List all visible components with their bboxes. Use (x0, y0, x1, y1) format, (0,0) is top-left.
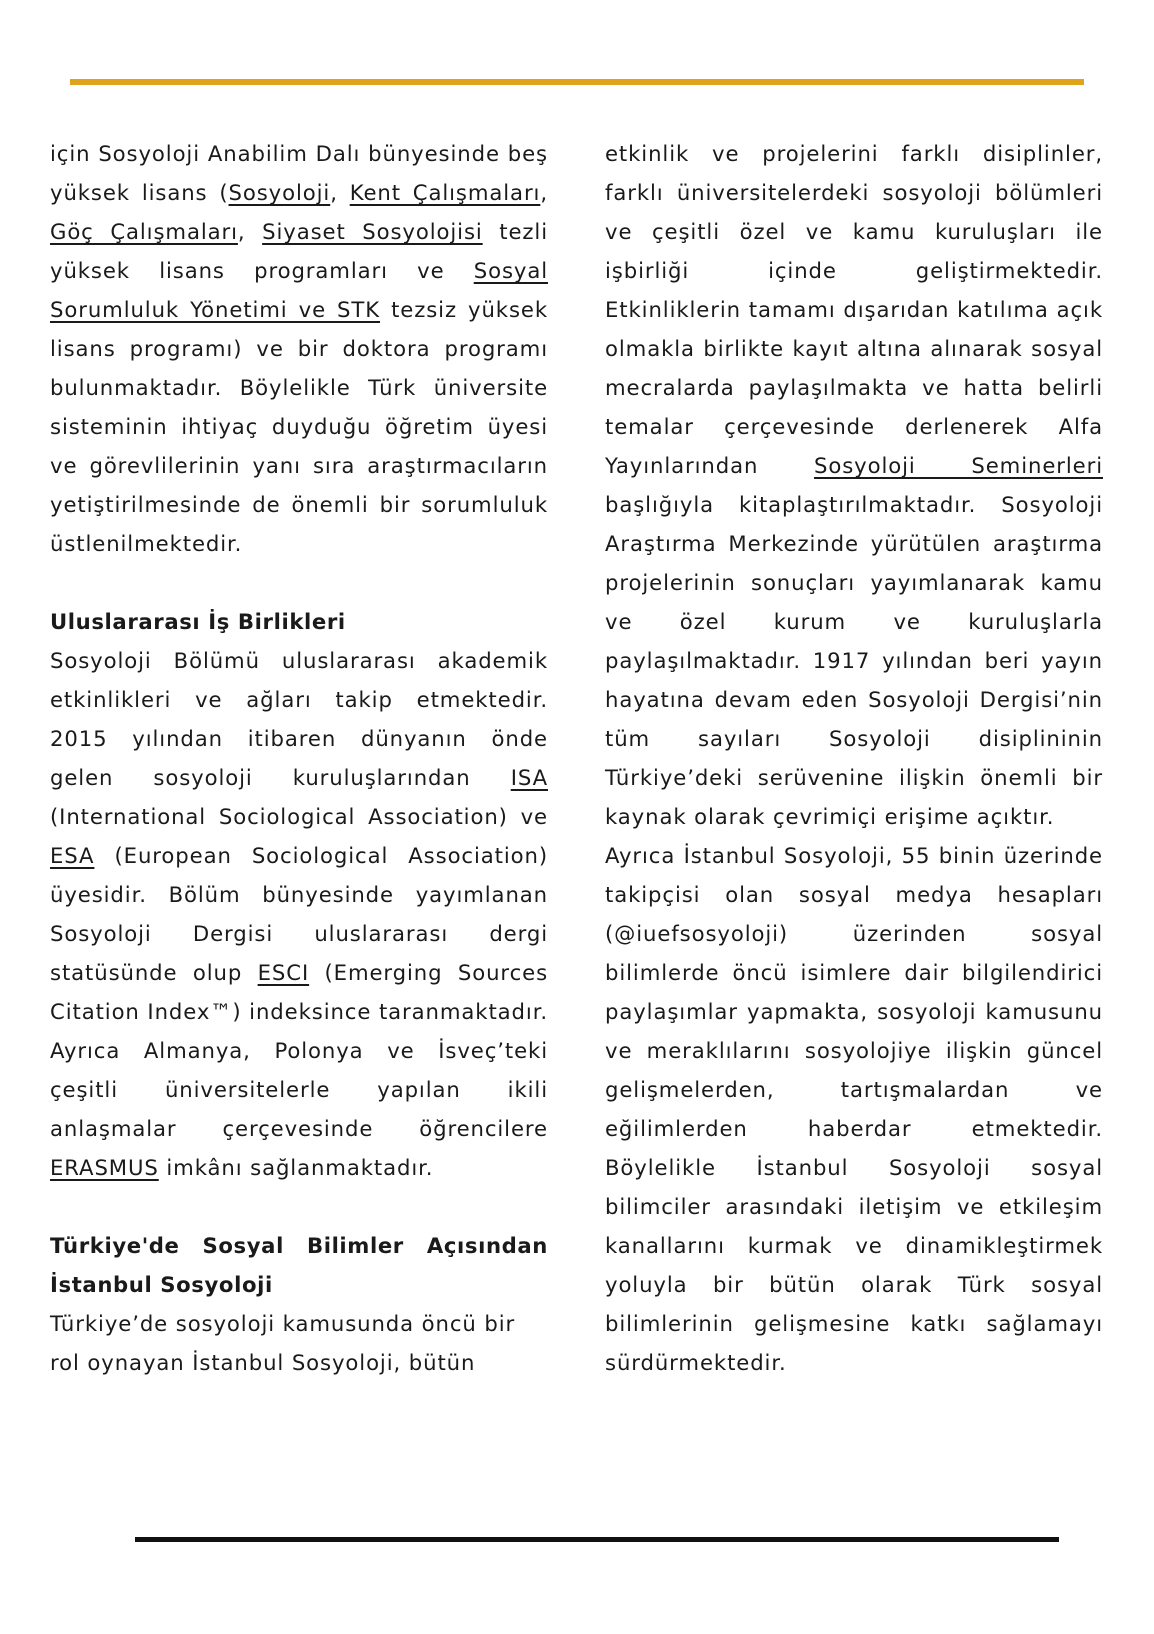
top-accent-rule (70, 79, 1084, 85)
social-media-paragraph: Ayrıca İstanbul Sosyoloji, 55 binin üzerinde takipçisi olan sosyal medya hesapları (@iuefsosyoloji) üzerinden sosyal bilimlerde öncü isimlere dair bilgilendirici paylaşımlar yapmakta, sosyoloji kamusunu ve meraklılarını sosyolojiye ilişkin güncel gelişmelerden, tartışmalardan ve eğilimlerden haberdar etmektedir. Böylelikle İstanbul Sosyoloji sosyal bilimciler arasındaki iletişim ve etkileşim kanallarını kurmak ve dinamikleştirmek yoluyla bir bütün olarak Türk sosyal bilimlerinin gelişmesine katkı sağlamayı sürdürmektedir. (605, 843, 1103, 1375)
spacer (50, 1187, 548, 1226)
intro-text: , (540, 180, 548, 205)
link-isa[interactable]: ISA (510, 765, 548, 790)
international-text: (Emerging Sources Citation Index™) indeksince taranmaktadır. Ayrıca Almanya, Polonya ve İsveç’teki çeşitli üniversitelerle yapılan ikili anlaşmalar çerçevesinde öğrencilere (50, 960, 549, 1141)
spacer (50, 563, 548, 602)
activities-text: etkinlik ve projelerini farklı disiplinler, farklı üniversitelerdeki sosyoloji bölümleri ve çeşitli özel ve kamu kuruluşları ile işbirliği içinde geliştirmektedir. Etkinliklerin tamamı dışarıdan katılıma açık olmakla birlikte kayıt altına alınarak sosyal mecralarda paylaşılmakta ve hatta belirli temalar çerçevesinde derlenerek Alfa Yayınlarından (605, 141, 1103, 478)
section-heading-social-sciences: Türkiye'de Sosyal Bilimler Açısından İstanbul Sosyoloji (50, 1233, 548, 1297)
activities-paragraph (605, 134, 1103, 836)
link-sosyoloji-seminerleri[interactable]: Sosyoloji Seminerleri (814, 453, 1103, 478)
social-sciences-paragraph: Türkiye’de sosyoloji kamusunda öncü bir rol oynayan İstanbul Sosyoloji, bütün (50, 1311, 516, 1375)
left-column (50, 134, 548, 1382)
intro-text: tezsiz yüksek lisans programı) ve bir doktora programı bulunmaktadır. Böylelikle Türk üniversite sisteminin ihtiyaç duyduğu öğretim üyesi ve görevlilerinin yanı sıra araştırmacıların yetiştirilmesinde de önemli bir sorumluluk üstlenilmektedir. (50, 297, 548, 556)
bottom-rule (135, 1537, 1059, 1542)
intro-text: için Sosyoloji Anabilim Dalı bünyesinde beş yüksek lisans ( (50, 141, 548, 205)
activities-text: başlığıyla kitaplaştırılmaktadır. Sosyoloji Araştırma Merkezinde yürütülen araştırma projelerinin sonuçları yayımlanarak kamu ve özel kurum ve kuruluşlarla paylaşılmaktadır. 1917 yılından beri yayın hayatına devam eden Sosyoloji Dergisi’nin tüm sayıları Sosyoloji disiplininin Türkiye’deki serüvenine ilişkin önemli bir kaynak olarak çevrimiçi erişime açıktır. (605, 492, 1103, 829)
section-heading-international: Uluslararası İş Birlikleri (50, 609, 346, 634)
link-sosyoloji[interactable]: Sosyoloji (228, 180, 331, 205)
link-esa[interactable]: ESA (50, 843, 95, 868)
international-text: (European Sociological Association) üyesidir. Bölüm bünyesinde yayımlanan Sosyoloji Dergisi uluslararası dergi statüsünde olup (50, 843, 548, 985)
right-column (605, 134, 1103, 1382)
international-text: Sosyoloji Bölümü uluslararası akademik etkinlikleri ve ağları takip etmektedir. 2015 yılından itibaren dünyanın önde gelen sosyoloji kuruluşlarından (50, 648, 548, 790)
intro-text: , (237, 219, 263, 244)
international-text: imkânı sağlanmaktadır. (158, 1155, 434, 1180)
link-esci[interactable]: ESCI (257, 960, 310, 985)
international-text: (International Sociological Association) ve (50, 804, 548, 829)
link-erasmus[interactable]: ERASMUS (50, 1155, 159, 1180)
intro-paragraph (50, 134, 548, 563)
intro-text: tezli yüksek lisans programları ve (50, 219, 548, 283)
link-kent-calismalari[interactable]: Kent Çalışmaları (349, 180, 541, 205)
intro-text: , (330, 180, 350, 205)
link-siyaset-sosyolojisi[interactable]: Siyaset Sosyolojisi (262, 219, 483, 244)
link-goc-calismalari[interactable]: Göç Çalışmaları (50, 219, 238, 244)
link-sosyal-sorumluluk[interactable]: Sosyal Sorumluluk Yönetimi ve STK (50, 258, 548, 322)
international-paragraph (50, 641, 548, 1187)
